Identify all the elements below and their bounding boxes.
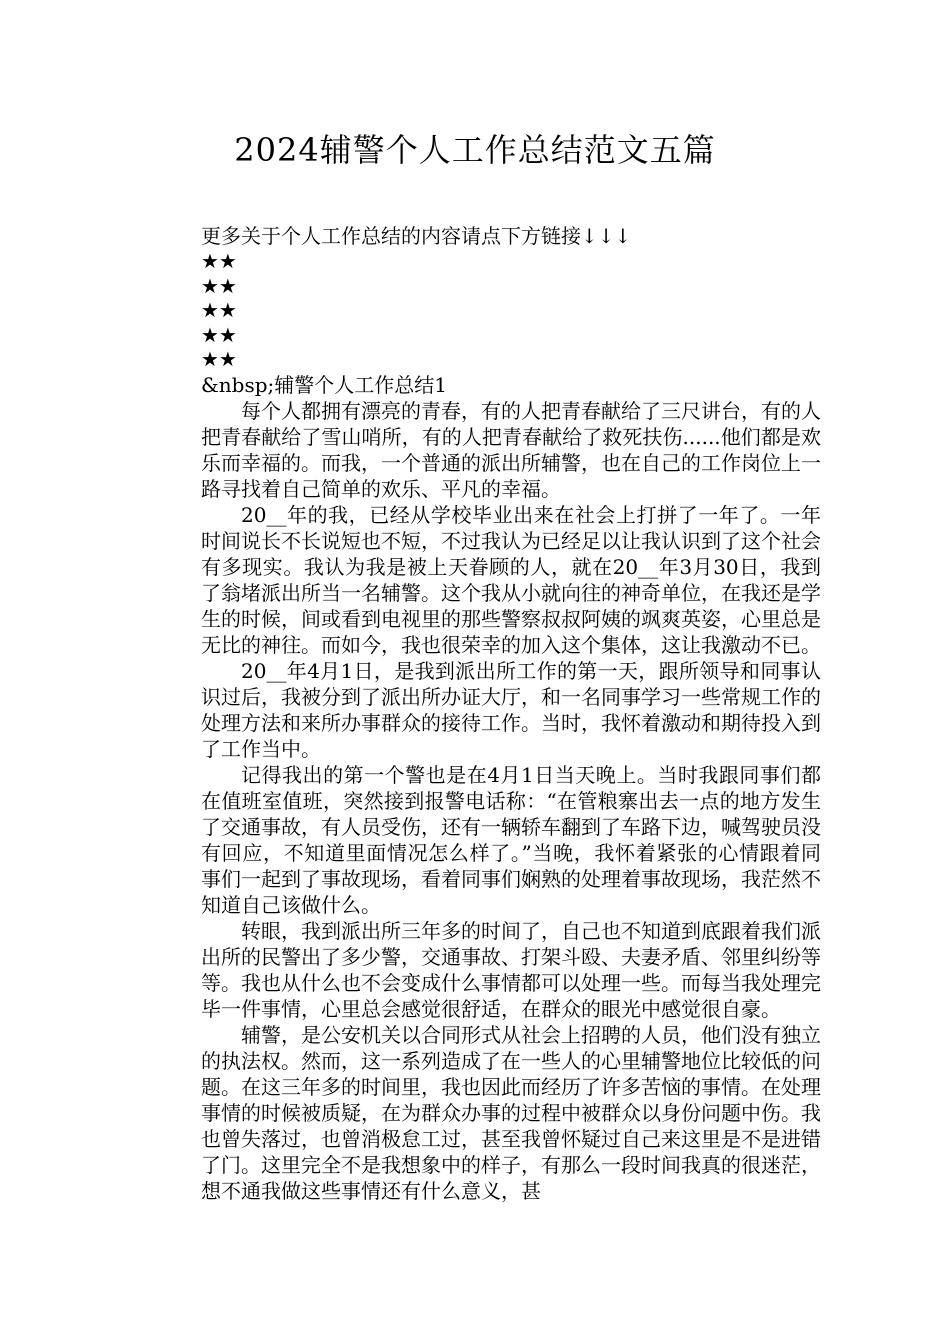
document-body: [201, 223, 821, 1204]
star-decoration: ★★: [201, 249, 237, 273]
star-decoration: ★★: [201, 273, 237, 298]
link-note: 更多关于个人工作总结的内容请点下方链接↓↓↓: [201, 224, 632, 248]
body-paragraph: 记得我出的第一个警也是在4月1日当天晚上。当时我跟同事们都在值班室值班，突然接到报警电话称：“在管粮寨出去一点的地方发生了交通事故，有人员受伤，还有一辆轿车翻到了车路下边，喊驾驶员没有回应，不知道里面情况怎么样了。”当晚，我怀着紧张的心情跟着同事们一起到了事故现场，看着同事们娴熟的处理着事故现场，我茫然不知道自己该做什么。: [201, 762, 821, 917]
body-paragraph: 20__年的我，已经从学校毕业出来在社会上打拼了一年了。一年时间说长不长说短也不短，不过我认为已经足以让我认识到了这个社会有多现实。我认为我是被上天眷顾的人，就在20__年3月30日，我到了翁堵派出所当一名辅警。这个我从小就向往的神奇单位，在我还是学生的时候，间或看到电视里的那些警察叔叔阿姨的飒爽英姿，心里总是无比的神往。而如今，我也很荣幸的加入这个集体，这让我激动不已。: [201, 502, 821, 657]
body-paragraph: 20__年4月1日，是我到派出所工作的第一天，跟所领导和同事认识过后，我被分到了派出所办证大厅，和一名同事学习一些常规工作的处理方法和来所办事群众的接待工作。当时，我怀着激动和期待投入到了工作当中。: [201, 658, 821, 761]
body-paragraph: 辅警，是公安机关以合同形式从社会上招聘的人员，他们没有独立的执法权。然而，这一系列造成了在一些人的心里辅警地位比较低的问题。在这三年多的时间里，我也因此而经历了许多苦恼的事情。在处理事情的时候被质疑，在为群众办事的过程中被群众以身份问题中伤。我也曾失落过，也曾消极怠工过，甚至我曾怀疑过自己来这里是不是进错了门。这里完全不是我想象中的样子，有那么一段时间我真的很迷茫，想不通我做这些事情还有什么意义，甚: [201, 1022, 821, 1203]
star-decoration: ★★: [201, 322, 237, 347]
body-paragraph: 每个人都拥有漂亮的青春，有的人把青春献给了三尺讲台，有的人把青春献给了雪山哨所，有的人把青春献给了救死扶伤......他们都是欢乐而幸福的。而我，一个普通的派出所辅警，也在自己的工作岗位上一路寻找着自己简单的欢乐、平凡的幸福。: [201, 398, 821, 501]
section-heading: &nbsp;辅警个人工作总结1: [201, 372, 448, 397]
body-paragraph: 转眼，我到派出所三年多的时间了，自己也不知道到底跟着我们派出所的民警出了多少警，交通事故、打架斗殴、夫妻矛盾、邻里纠纷等等。我也从什么也不会变成什么事情都可以处理一些。而每当我处理完毕一件事情，心里总会感觉很舒适，在群众的眼光中感觉很自豪。: [201, 918, 821, 1021]
star-decoration: ★★: [201, 347, 237, 371]
star-decoration: ★★: [201, 298, 237, 322]
document-title: 2024辅警个人工作总结范文五篇: [234, 131, 716, 169]
